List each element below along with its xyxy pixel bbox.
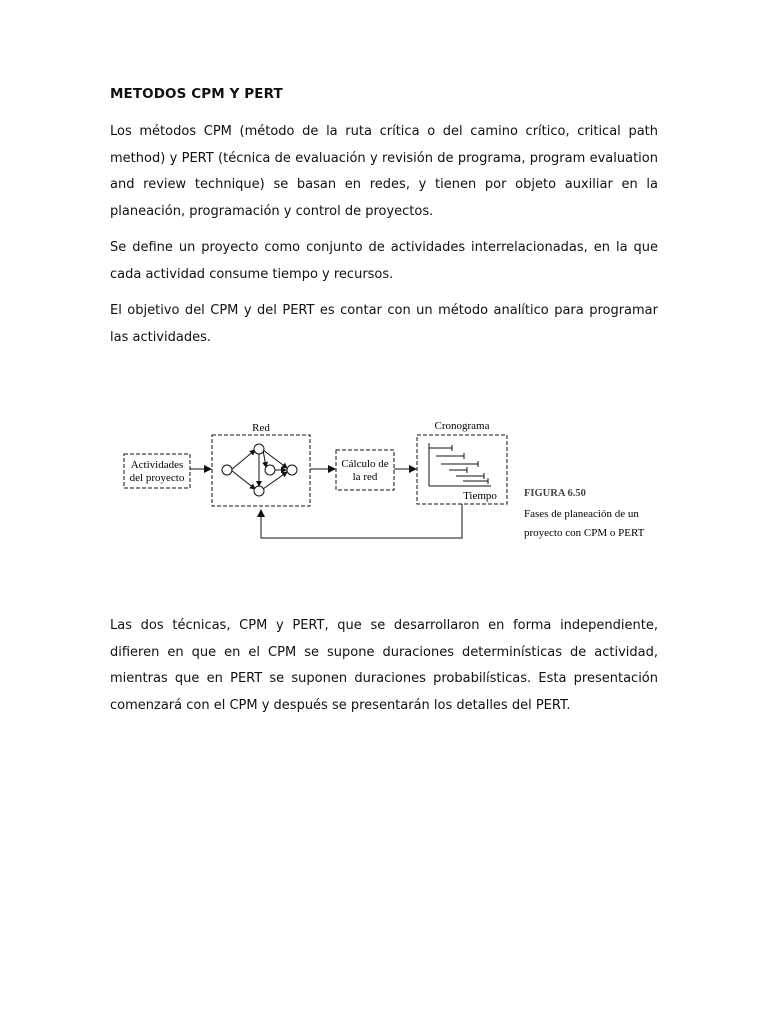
document-title: METODOS CPM Y PERT bbox=[110, 86, 283, 102]
activities-label-line2: del proyecto bbox=[129, 472, 185, 484]
paragraph-intro: Los métodos CPM (método de la ruta crítica o del camino crítico, critical path method) y PERT (técnica de evaluación y revisión de programa, program evaluation and review technique) se basan en redes, y tienen por objeto auxiliar en la planeación, programación y control de proyectos. bbox=[110, 124, 658, 219]
calculation-label-line1: Cálculo de bbox=[341, 458, 389, 470]
schedule-label: Cronograma bbox=[434, 420, 490, 432]
planning-phases-figure bbox=[118, 412, 663, 547]
activities-label-line1: Actividades bbox=[130, 459, 184, 471]
figure-caption-line1: Fases de planeación de un bbox=[524, 508, 639, 520]
network-graph bbox=[222, 444, 297, 496]
calculation-box bbox=[336, 450, 394, 490]
figure-caption-line2: proyecto con CPM o PERT bbox=[524, 527, 645, 539]
calculation-label-line2: la red bbox=[352, 471, 378, 483]
paragraph-objective: El objetivo del CPM y del PERT es contar con un método analítico para programar las actividades. bbox=[110, 303, 658, 345]
paragraph-project-definition: Se define un proyecto como conjunto de actividades interrelacionadas, en la que cada actividad consume tiempo y recursos. bbox=[110, 240, 658, 282]
feedback-arrow bbox=[261, 504, 462, 538]
schedule-gantt bbox=[429, 443, 491, 486]
paragraph-differences: Las dos técnicas, CPM y PERT, que se desarrollaron en forma independiente, difieren en que en el CPM se supone duraciones determinísticas de actividad, mientras que en PERT se suponen duraciones probabilísticas. Esta presentación comenzará con el CPM y después se presentarán los detalles del PERT. bbox=[110, 618, 658, 713]
network-label: Red bbox=[252, 422, 270, 434]
figure-diagram bbox=[118, 412, 663, 547]
figure-caption-title: FIGURA 6.50 bbox=[524, 488, 586, 499]
time-axis-label: Tiempo bbox=[463, 490, 497, 502]
